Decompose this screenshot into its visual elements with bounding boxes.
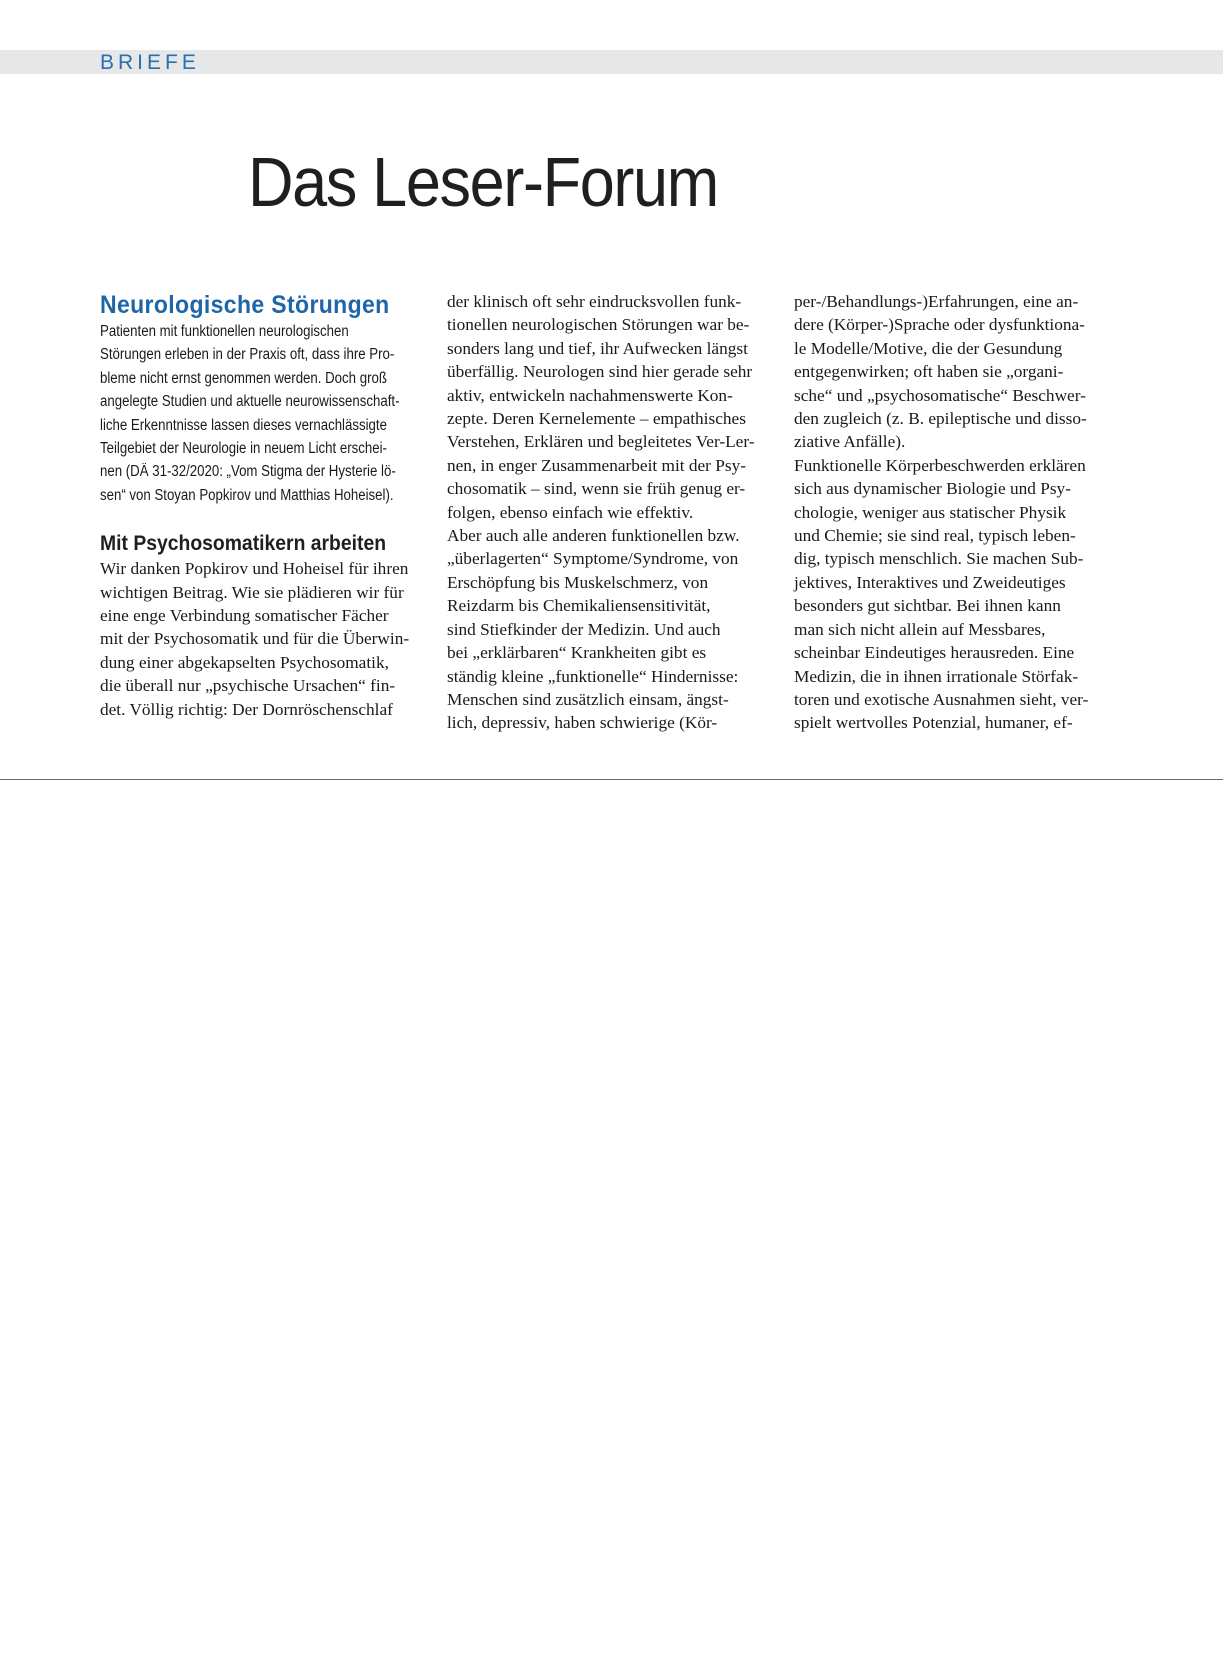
- body-line: Medizin, die in ihnen irrationale Störfak-: [794, 666, 1079, 686]
- bottom-divider: [0, 779, 1223, 780]
- body-line: den zugleich (z. B. epileptische und disso-: [794, 409, 1087, 429]
- body-line: man sich nicht allein auf Messbares,: [794, 619, 1046, 639]
- body-line: bei „erklärbaren“ Krankheiten gibt es: [447, 643, 707, 663]
- body-line: überfällig. Neurologen sind hier gerade sehr: [447, 362, 753, 382]
- body-line: Aber auch alle anderen funktionellen bzw.: [447, 526, 740, 546]
- body-line: eine enge Verbindung somatischer Fächer: [100, 606, 389, 626]
- text-column-1: [100, 290, 430, 721]
- body-line: sich aus dynamischer Biologie und Psy-: [794, 479, 1071, 499]
- body-line: dig, typisch menschlich. Sie machen Sub-: [794, 549, 1084, 569]
- body-line: tionellen neurologischen Störungen war be-: [447, 315, 750, 335]
- body-line: dere (Körper-)Sprache oder dysfunktiona-: [794, 315, 1085, 335]
- body-line: per-/Behandlungs-)Erfahrungen, eine an-: [794, 292, 1079, 311]
- lead-line: Störungen erleben in der Praxis oft, dass ihre Pro-: [100, 346, 395, 364]
- body-line: Wir danken Popkirov und Hoheisel für ihren: [100, 559, 409, 579]
- letter-heading: Mit Psychosomatikern arbeiten: [100, 531, 387, 556]
- body-line: der klinisch oft sehr eindrucksvollen funk-: [447, 292, 742, 311]
- body-line: Verstehen, Erklären und begleitetes Ver-Ler-: [447, 432, 755, 452]
- lead-line: nen (DÄ 31-32/2020: „Vom Stigma der Hysterie lö-: [100, 463, 396, 481]
- body-line: scheinbar Eindeutiges herausreden. Eine: [794, 643, 1075, 663]
- body-line: folgen, ebenso einfach wie effektiv.: [447, 502, 694, 522]
- body-line: dung einer abgekapselten Psychosomatik,: [100, 652, 389, 672]
- body-line: le Modelle/Motive, die der Gesundung: [794, 338, 1063, 358]
- body-line: aktiv, entwickeln nachahmenswerte Kon-: [447, 385, 733, 405]
- lead-line: angelegte Studien und aktuelle neurowissenschaft-: [100, 393, 400, 411]
- article-lead: [100, 320, 430, 507]
- body-line: det. Völlig richtig: Der Dornröschenschlaf: [100, 699, 393, 719]
- body-line: Funktionelle Körperbeschwerden erklären: [794, 455, 1086, 475]
- body-line: ziative Anfälle).: [794, 432, 906, 452]
- lead-line: sen“ von Stoyan Popkirov und Matthias Hoheisel).: [100, 486, 394, 504]
- body-line: toren und exotische Ausnahmen sieht, ver-: [794, 689, 1089, 709]
- body-line: entgegenwirken; oft haben sie „organi-: [794, 362, 1064, 382]
- body-line: spielt wertvolles Potenzial, humaner, ef-: [794, 713, 1073, 733]
- text-column-2: [447, 290, 777, 735]
- body-line: ständig kleine „funktionelle“ Hindernisse:: [447, 666, 739, 686]
- page-title: Das Leser-Forum: [248, 143, 718, 221]
- body-line: besonders gut sichtbar. Bei ihnen kann: [794, 596, 1061, 616]
- body-line: sind Stiefkinder der Medizin. Und auch: [447, 619, 721, 639]
- body-line: wichtigen Beitrag. Wie sie plädieren wir für: [100, 582, 404, 602]
- letter-block: [100, 529, 430, 721]
- body-line: „überlagerten“ Symptome/Syndrome, von: [447, 549, 739, 569]
- body-line: Menschen sind zusätzlich einsam, ängst-: [447, 689, 729, 709]
- body-line: zepte. Deren Kernelemente – empathisches: [447, 409, 746, 429]
- lead-line: Patienten mit funktionellen neurologischen: [100, 323, 349, 340]
- section-label: BRIEFE: [100, 51, 200, 74]
- article-heading: Neurologische Störungen: [100, 291, 390, 319]
- body-line: chosomatik – sind, wenn sie früh genug er-: [447, 479, 746, 499]
- body-line: mit der Psychosomatik und für die Überwin-: [100, 629, 410, 649]
- body-line: chologie, weniger aus statischer Physik: [794, 502, 1067, 522]
- body-line: Reizdarm bis Chemikaliensensitivität,: [447, 596, 711, 616]
- body-line: lich, depressiv, haben schwierige (Kör-: [447, 713, 718, 733]
- body-line: sonders lang und tief, ihr Aufwecken längst: [447, 338, 748, 358]
- text-column-3: [794, 290, 1124, 735]
- body-line: sche“ und „psychosomatische“ Beschwer-: [794, 385, 1086, 405]
- lead-line: Teilgebiet der Neurologie in neuem Licht erschei-: [100, 440, 387, 458]
- body-line: die überall nur „psychische Ursachen“ fin-: [100, 676, 396, 696]
- body-line: Erschöpfung bis Muskelschmerz, von: [447, 572, 709, 592]
- lead-line: bleme nicht ernst genommen werden. Doch groß: [100, 369, 387, 387]
- body-line: jektives, Interaktives und Zweideutiges: [794, 572, 1066, 592]
- lead-line: liche Erkenntnisse lassen dieses vernachlässigte: [100, 416, 387, 434]
- body-line: nen, in enger Zusammenarbeit mit der Psy-: [447, 455, 746, 475]
- body-line: und Chemie; sie sind real, typisch leben-: [794, 526, 1076, 546]
